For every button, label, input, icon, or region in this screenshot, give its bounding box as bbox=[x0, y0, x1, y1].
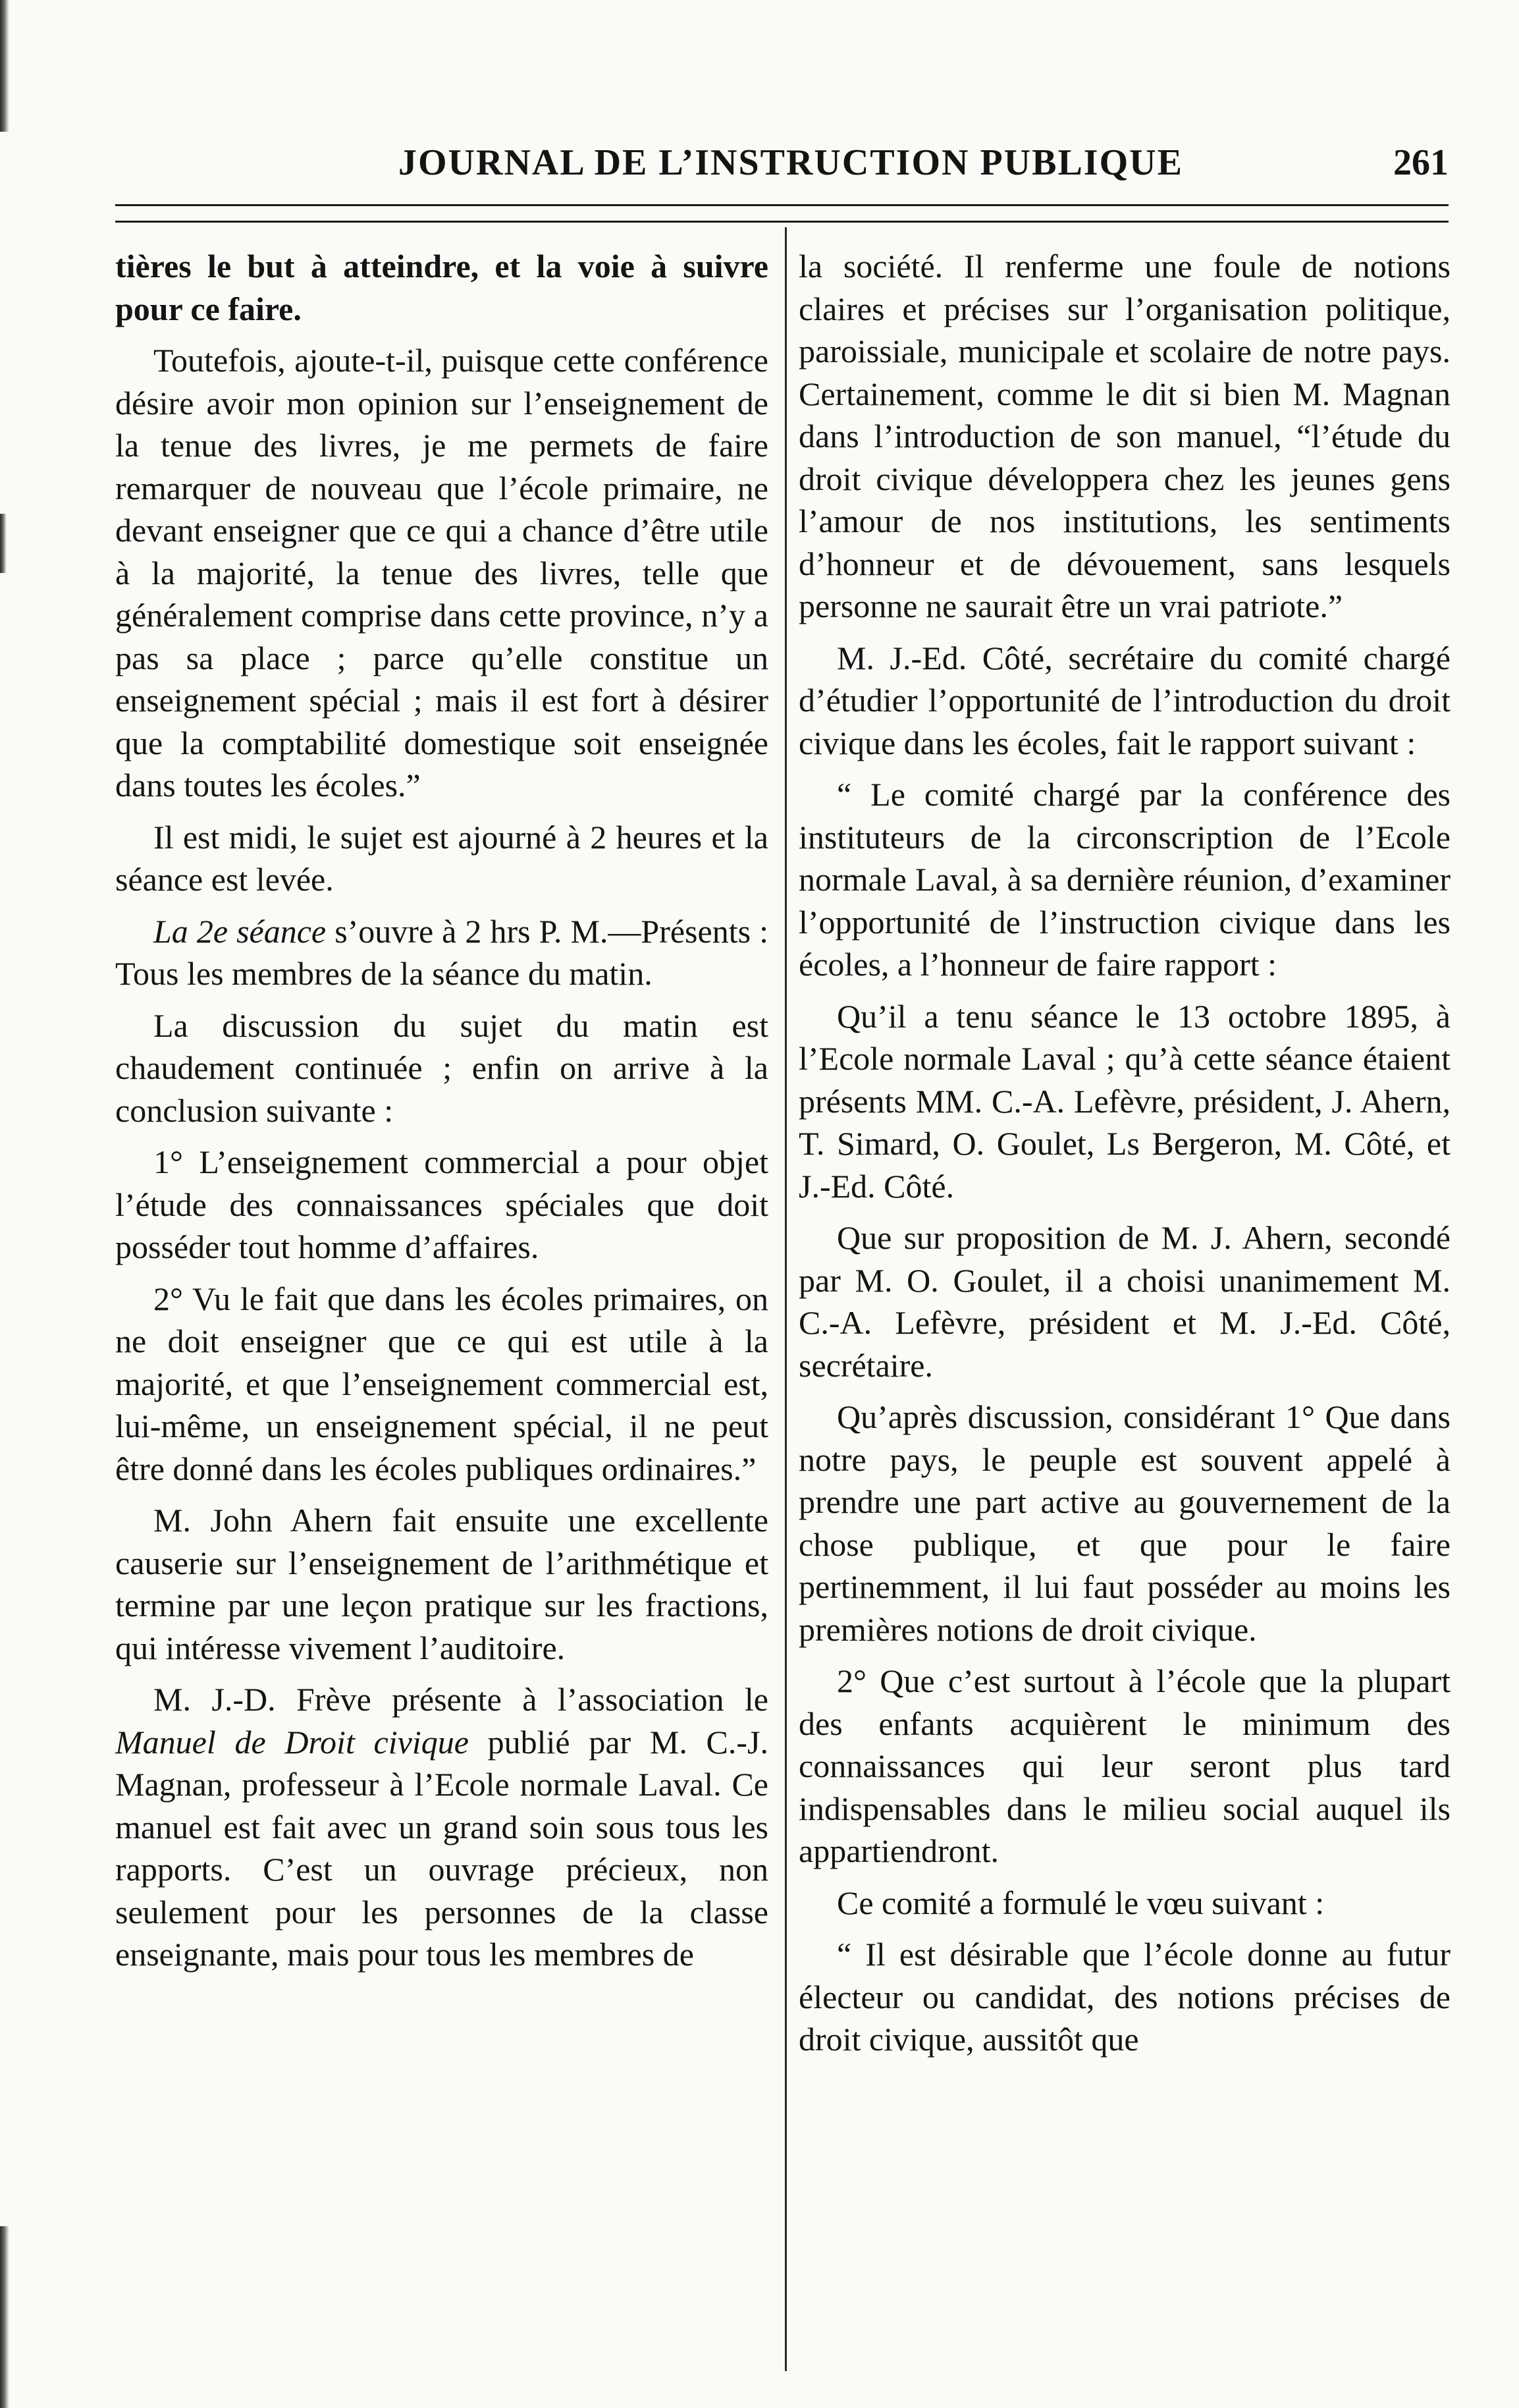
left-paragraph-3: Il est midi, le sujet est ajourné à 2 heures et la séance est levée. bbox=[115, 818, 768, 898]
right-paragraph-5: Que sur proposition de M. J. Ahern, secondé par M. O. Goulet, il a choisi unanimement M. C.-A. Lefèvre, président et M. J.-Ed. Côté, secrétaire. bbox=[799, 1219, 1451, 1384]
page-number: 261 bbox=[1393, 142, 1449, 183]
right-paragraph-4: Qu’il a tenu séance le 13 octobre 1895, à l’Ecole normale Laval ; qu’à cette séance étaient présents MM. C.-A. Lefèvre, président, J. Ahern, T. Simard, O. Goulet, Ls Bergeron, M. Côté, et J.-Ed. Côté. bbox=[799, 997, 1451, 1205]
page-header bbox=[115, 140, 1449, 186]
left-paragraph-9 bbox=[115, 1678, 768, 1976]
right-paragraph-9: “ Il est désirable que l’école donne au futur électeur ou candidat, des notions précises de droit civique, aussitôt que bbox=[799, 1936, 1451, 2058]
scan-edge-mark-top bbox=[0, 0, 9, 132]
right-paragraph-1: la société. Il renferme une foule de notions claires et précises sur l’organisation politique, paroissiale, municipale et scolaire de notre pays. Certainement, comme le dit si bien M. Magnan dans l’introduction de son manuel, “l’étude du droit civique développera chez les jeunes gens l’amour de nos institutions, les sentiments d’honneur et de dévouement, sans lesquels personne ne saurait être un vrai patriote.” bbox=[799, 248, 1451, 624]
right-paragraph-6: Qu’après discussion, considérant 1° Que dans notre pays, le peuple est souvent appelé à prendre une part active au gouvernement de la chose publique, et que pour le faire pertinemment, il lui faut posséder au moins les premières notions de droit civique. bbox=[799, 1398, 1451, 1648]
left-paragraph-1: tières le but à atteindre, et la voie à suivre pour ce faire. bbox=[115, 248, 768, 327]
manual-intro-text: M. J.-D. Frève présente à l’association le bbox=[153, 1681, 768, 1718]
left-paragraph-4 bbox=[115, 910, 768, 995]
right-paragraph-7: 2° Que c’est surtout à l’école que la plupart des enfants acquièrent le minimum des connaissances qui leur seront plus tard indispensables dans le milieu social auquel ils appartiendront. bbox=[799, 1662, 1451, 1869]
header-rule-bottom bbox=[115, 221, 1449, 223]
left-paragraph-5: La discussion du sujet du matin est chaudement continuée ; enfin on arrive à la conclusion suivante : bbox=[115, 1006, 768, 1129]
left-paragraph-6: 1° L’enseignement commercial a pour objet l’étude des connaissances spéciales que doit posséder tout homme d’affaires. bbox=[115, 1143, 768, 1265]
right-paragraph-3: “ Le comité chargé par la conférence des instituteurs de la circonscription de l’Ecole normale Laval, à sa dernière réunion, d’examiner l’opportunité de l’instruction civique dans les écoles, a l’honneur de faire rapport : bbox=[799, 776, 1451, 983]
manual-description-text: publié par M. C.-J. Magnan, professeur à l’Ecole normale Laval. Ce manuel est fait avec un grand soin sous tous les rapports. C’est un ouvrage précieux, non seulement pour les personnes de la classe enseignante, mais pour tous les membres de bbox=[115, 1723, 769, 1973]
second-session-text: s’ouvre à 2 hrs P. M.—Présents : Tous les membres de la séance du matin. bbox=[115, 912, 768, 992]
left-column bbox=[115, 245, 768, 1976]
manual-title: Manuel de Droit civique bbox=[115, 1723, 469, 1761]
scan-edge-mark-bottom bbox=[0, 2226, 9, 2408]
left-paragraph-8: M. John Ahern fait ensuite une excellente causerie sur l’enseignement de l’arithmétique et termine par une leçon pratique sur les fractions, qui intéresse vivement l’auditoire. bbox=[115, 1502, 768, 1666]
right-paragraph-2: M. J.-Ed. Côté, secrétaire du comité chargé d’étudier l’opportunité de l’introduction du droit civique dans les écoles, fait le rapport suivant : bbox=[799, 639, 1451, 761]
column-divider bbox=[785, 227, 787, 2371]
journal-title: JOURNAL DE L’INSTRUCTION PUBLIQUE bbox=[398, 142, 1183, 183]
right-paragraph-8: Ce comité a formulé le vœu suivant : bbox=[837, 1884, 1325, 1921]
right-column bbox=[799, 245, 1451, 2061]
left-paragraph-7: 2° Vu le fait que dans les écoles primaires, on ne doit enseigner que ce qui est utile à la majorité, et que l’enseignement commercial est, lui-même, un enseignement spécial, il ne peut être donné dans les écoles publiques ordinaires.” bbox=[115, 1280, 768, 1487]
header-rule-top bbox=[115, 204, 1449, 206]
left-paragraph-2: Toutefois, ajoute-t-il, puisque cette conférence désire avoir mon opinion sur l’enseignement de la tenue des livres, je me permets de faire remarquer de nouveau que l’école primaire, ne devant enseigner que ce qui a chance d’être utile à la majorité, la tenue des livres, telle que généralement comprise dans cette province, n’y a pas sa place ; parce qu’elle constitue un enseignement spécial ; mais il est fort à désirer que la comptabilité domestique soit enseignée dans toutes les écoles.” bbox=[115, 342, 768, 804]
scan-edge-mark-middle bbox=[0, 514, 7, 573]
second-session-label: La 2e séance bbox=[153, 912, 327, 950]
